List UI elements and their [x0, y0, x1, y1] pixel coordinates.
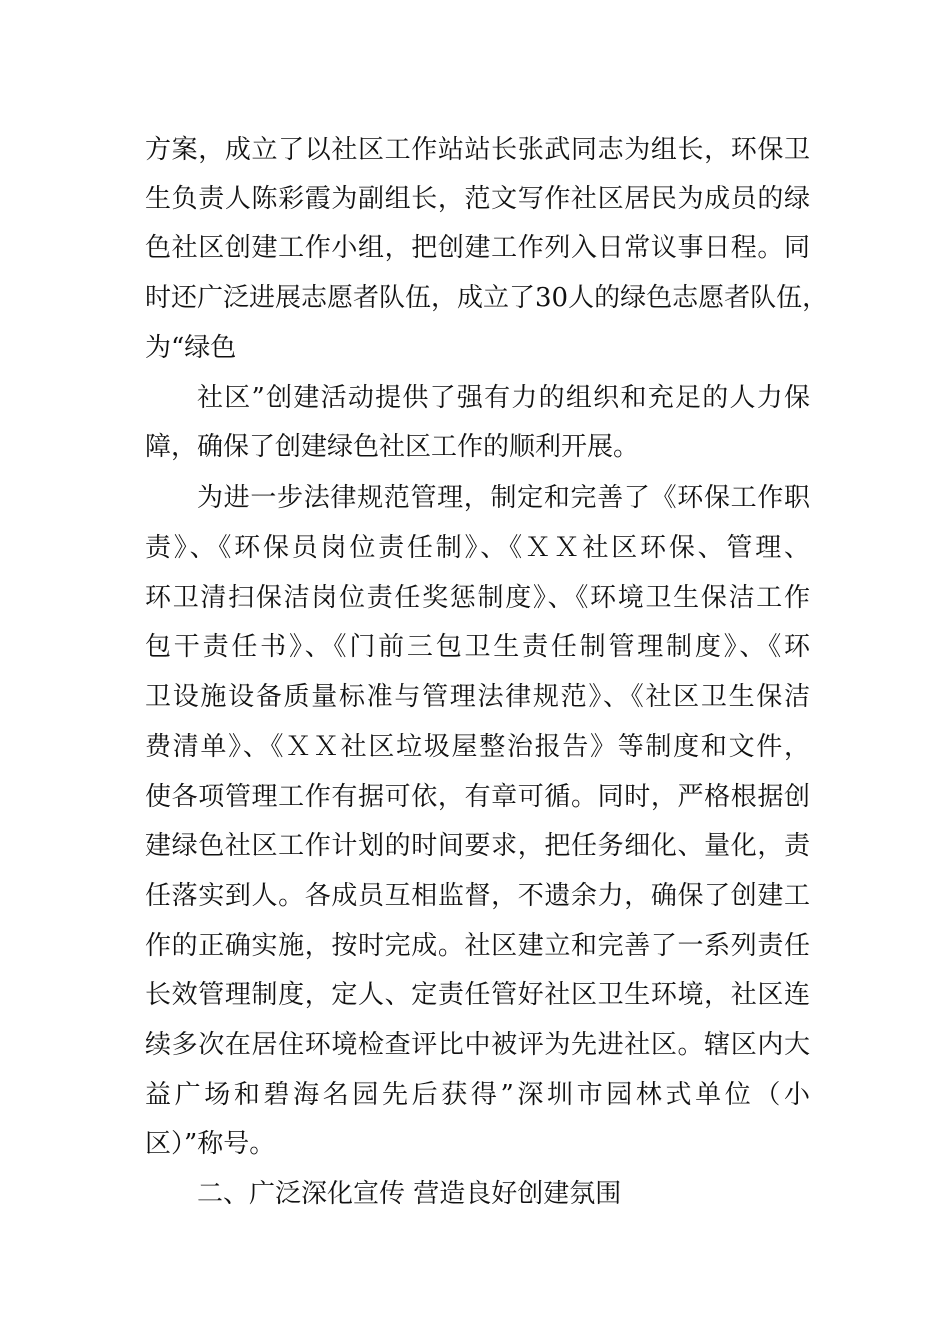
text-line: 任落实到人。各成员互相监督，不遗余力，确保了创建工: [145, 881, 810, 911]
text-line: 建绿色社区工作计划的时间要求，把任务细化、量化，责: [145, 831, 810, 861]
text-line: 卫设施设备质量标准与管理法律规范》、《社区卫生保洁: [145, 682, 810, 712]
text-line: 长效管理制度，定人、定责任管好社区卫生环境，社区连: [145, 980, 810, 1010]
text-line: 续多次在居住环境检查评比中被评为先进社区。辖区内大: [145, 1030, 810, 1060]
text-line: 障，确保了创建绿色社区工作的顺利开展。: [145, 432, 640, 462]
section-heading: 二、广泛深化宣传 营造良好创建氛围: [197, 1179, 622, 1209]
text-line: 责》、《环保员岗位责任制》、《ＸＸ社区环保、管理、: [145, 533, 810, 563]
text-line: 区）”称号。: [145, 1129, 276, 1159]
text-line: 生负责人陈彩霞为副组长，范文写作社区居民为成员的绿: [145, 184, 810, 214]
text-line: 使各项管理工作有据可依，有章可循。同时，严格根据创: [145, 782, 810, 812]
text-line: 环卫清扫保洁岗位责任奖惩制度》、《环境卫生保洁工作: [145, 583, 810, 613]
text-line: 方案，成立了以社区工作站站长张武同志为组长，环保卫: [145, 135, 810, 165]
text-line: 为进一步法律规范管理，制定和完善了《环保工作职: [197, 483, 810, 513]
text-line: 包干责任书》、《门前三包卫生责任制管理制度》、《环: [145, 632, 810, 662]
text-line: 为“绿色: [145, 333, 237, 363]
text-line: 时还广泛进展志愿者队伍，成立了30人的绿色志愿者队伍，: [145, 283, 829, 313]
text-line: 费清单》、《ＸＸ社区垃圾屋整治报告》等制度和文件，: [145, 732, 810, 762]
text-line: 作的正确实施，按时完成。社区建立和完善了一系列责任: [145, 931, 810, 961]
text-line: 社区”创建活动提供了强有力的组织和充足的人力保: [197, 383, 810, 413]
text-line: 益广场和碧海名园先后获得”深圳市园林式单位（小: [145, 1080, 810, 1110]
text-line: 色社区创建工作小组，把创建工作列入日常议事日程。同: [145, 233, 810, 263]
